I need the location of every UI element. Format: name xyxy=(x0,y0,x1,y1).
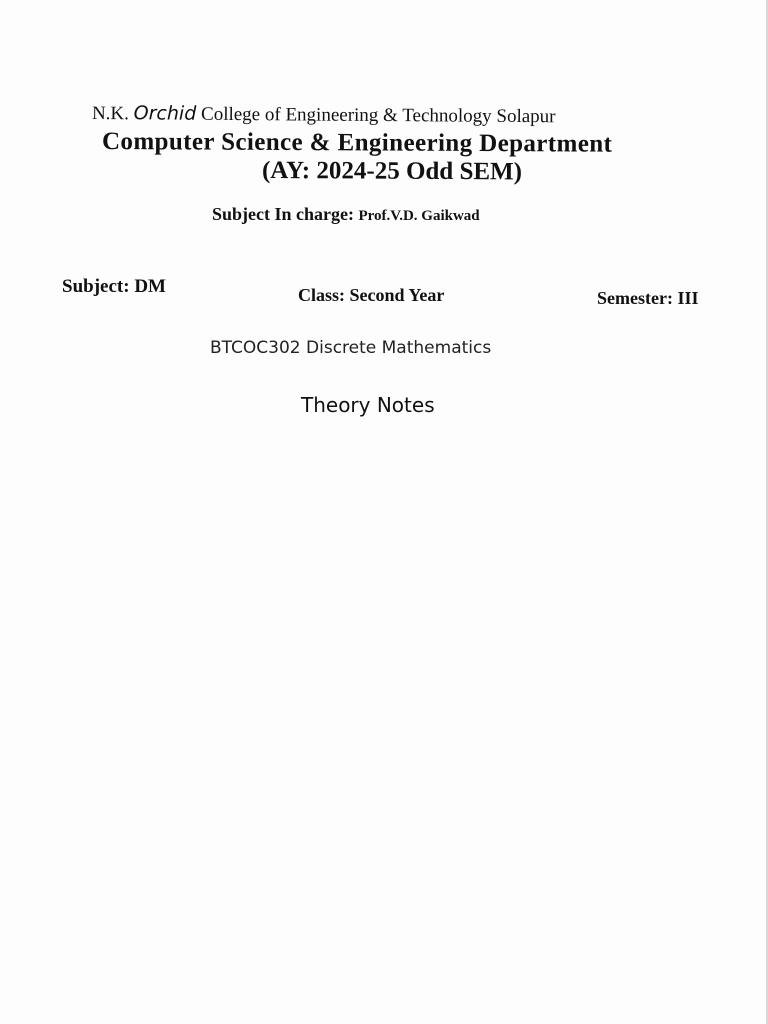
college-rest: College of Engineering & Technology Solapur xyxy=(200,103,556,128)
incharge-label: Subject In charge: xyxy=(212,204,354,224)
academic-year: (AY: 2024-25 Odd SEM) xyxy=(261,157,523,186)
college-prefix: N.K. xyxy=(91,103,130,125)
semester-label: Semester: xyxy=(597,288,673,308)
semester-value: III xyxy=(677,288,699,308)
department-title: Computer Science & Engineering Department xyxy=(101,128,613,158)
subject-value: DM xyxy=(134,276,166,297)
notes-title: Theory Notes xyxy=(301,393,435,417)
subject-info xyxy=(62,276,166,298)
semester-info xyxy=(597,288,698,309)
incharge-name: Prof.V.D. Gaikwad xyxy=(358,208,480,224)
college-orchid: Orchid xyxy=(133,102,197,125)
course-code-title: BTCOC302 Discrete Mathematics xyxy=(210,338,492,358)
subject-label: Subject: xyxy=(62,276,130,297)
college-name xyxy=(92,102,556,128)
class-value: Second Year xyxy=(349,285,445,305)
class-label: Class: xyxy=(298,285,346,305)
class-info xyxy=(298,285,444,306)
subject-incharge xyxy=(212,204,480,225)
